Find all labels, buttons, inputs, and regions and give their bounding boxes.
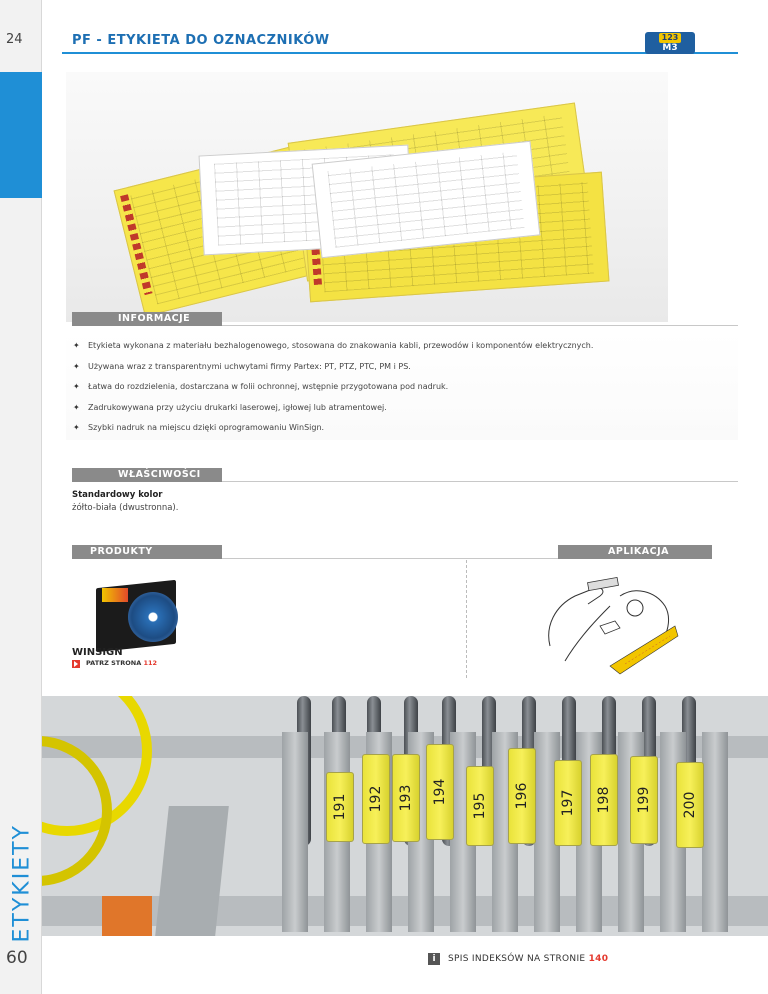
cable-marker: 191 xyxy=(326,772,354,842)
bullet-icon: ✦ xyxy=(73,361,80,371)
bullet-icon: ✦ xyxy=(73,402,80,412)
application-illustration xyxy=(540,566,680,676)
section-header-info: INFORMACJE xyxy=(72,312,222,326)
column-divider xyxy=(466,560,467,678)
bullet-icon: ✦ xyxy=(73,423,80,432)
brand-logo xyxy=(102,588,128,602)
section-rule xyxy=(222,325,738,326)
cable-marker: 195 xyxy=(466,766,494,846)
page-title: PF - ETYKIETA DO OZNACZNIKÓW xyxy=(72,33,330,48)
application-photo xyxy=(42,696,768,936)
arrow-right-icon xyxy=(72,660,80,668)
cable-marker: 199 xyxy=(630,756,658,844)
catalog-page-number: 24 xyxy=(6,32,23,47)
product-photo xyxy=(66,72,668,322)
related-product-name: WINSIGN xyxy=(72,647,123,658)
info-icon: i xyxy=(428,953,440,965)
list-item: ✦ Szybki nadruk na miejscu dzięki oprogramowaniu WinSign. xyxy=(73,423,325,432)
material-badge-icon xyxy=(645,32,695,54)
list-item: ✦ Etykieta wykonana z materiału bezhalogenowego, stosowana do znakowania kabli, przewodów i komponentów elektrycznych. xyxy=(73,341,594,350)
cable-marker: 200 xyxy=(676,762,704,848)
cable-marker: 198 xyxy=(590,754,618,846)
list-item: ✦ Łatwa do rozdzielenia, dostarczana w folii ochronnej, wstępnie przygotowana pod nadruk. xyxy=(73,382,449,391)
section-header-application: APLIKACJA xyxy=(558,545,712,559)
see-page-number[interactable]: 112 xyxy=(143,659,158,667)
property-label: Standardowy kolor xyxy=(72,490,163,500)
cd-disc-icon xyxy=(128,592,178,642)
section-rule xyxy=(222,481,738,482)
badge-number: 123 xyxy=(659,33,681,43)
cable-marker: 197 xyxy=(554,760,582,846)
list-item: ✦ Używana wraz z transparentnymi uchwytami firmy Partex: PT, PTZ, PTC, PM i PS. xyxy=(73,361,411,371)
cable-marker: 192 xyxy=(362,754,390,844)
bullet-icon: ✦ xyxy=(73,341,80,350)
list-item: ✦ Zadrukowywana przy użyciu drukarki laserowej, igłowej lub atramentowej. xyxy=(73,402,387,412)
section-header-related: PRODUKTY POWIĄZANE xyxy=(72,545,222,559)
page-number: 60 xyxy=(6,948,28,968)
cable-marker: 196 xyxy=(508,748,536,844)
index-page-number[interactable]: 140 xyxy=(588,954,609,964)
property-value: żółto-biała (dwustronna). xyxy=(72,503,179,513)
bullet-icon: ✦ xyxy=(73,382,80,391)
cable-marker: 194 xyxy=(426,744,454,840)
side-category-label: ETYKIETY xyxy=(9,824,35,943)
section-rule xyxy=(222,558,558,559)
info-bullet-list xyxy=(72,340,732,443)
see-page-link[interactable]: PATRZ STRONA 112 xyxy=(86,659,158,667)
badge-code: M3 xyxy=(662,43,678,53)
index-reference[interactable]: SPIS INDEKSÓW NA STRONIE 140 xyxy=(448,954,609,964)
section-header-properties: WŁAŚCIWOŚCI xyxy=(72,468,222,482)
side-accent-tab xyxy=(0,72,42,198)
cable-marker: 193 xyxy=(392,754,420,842)
header-divider xyxy=(62,52,738,54)
